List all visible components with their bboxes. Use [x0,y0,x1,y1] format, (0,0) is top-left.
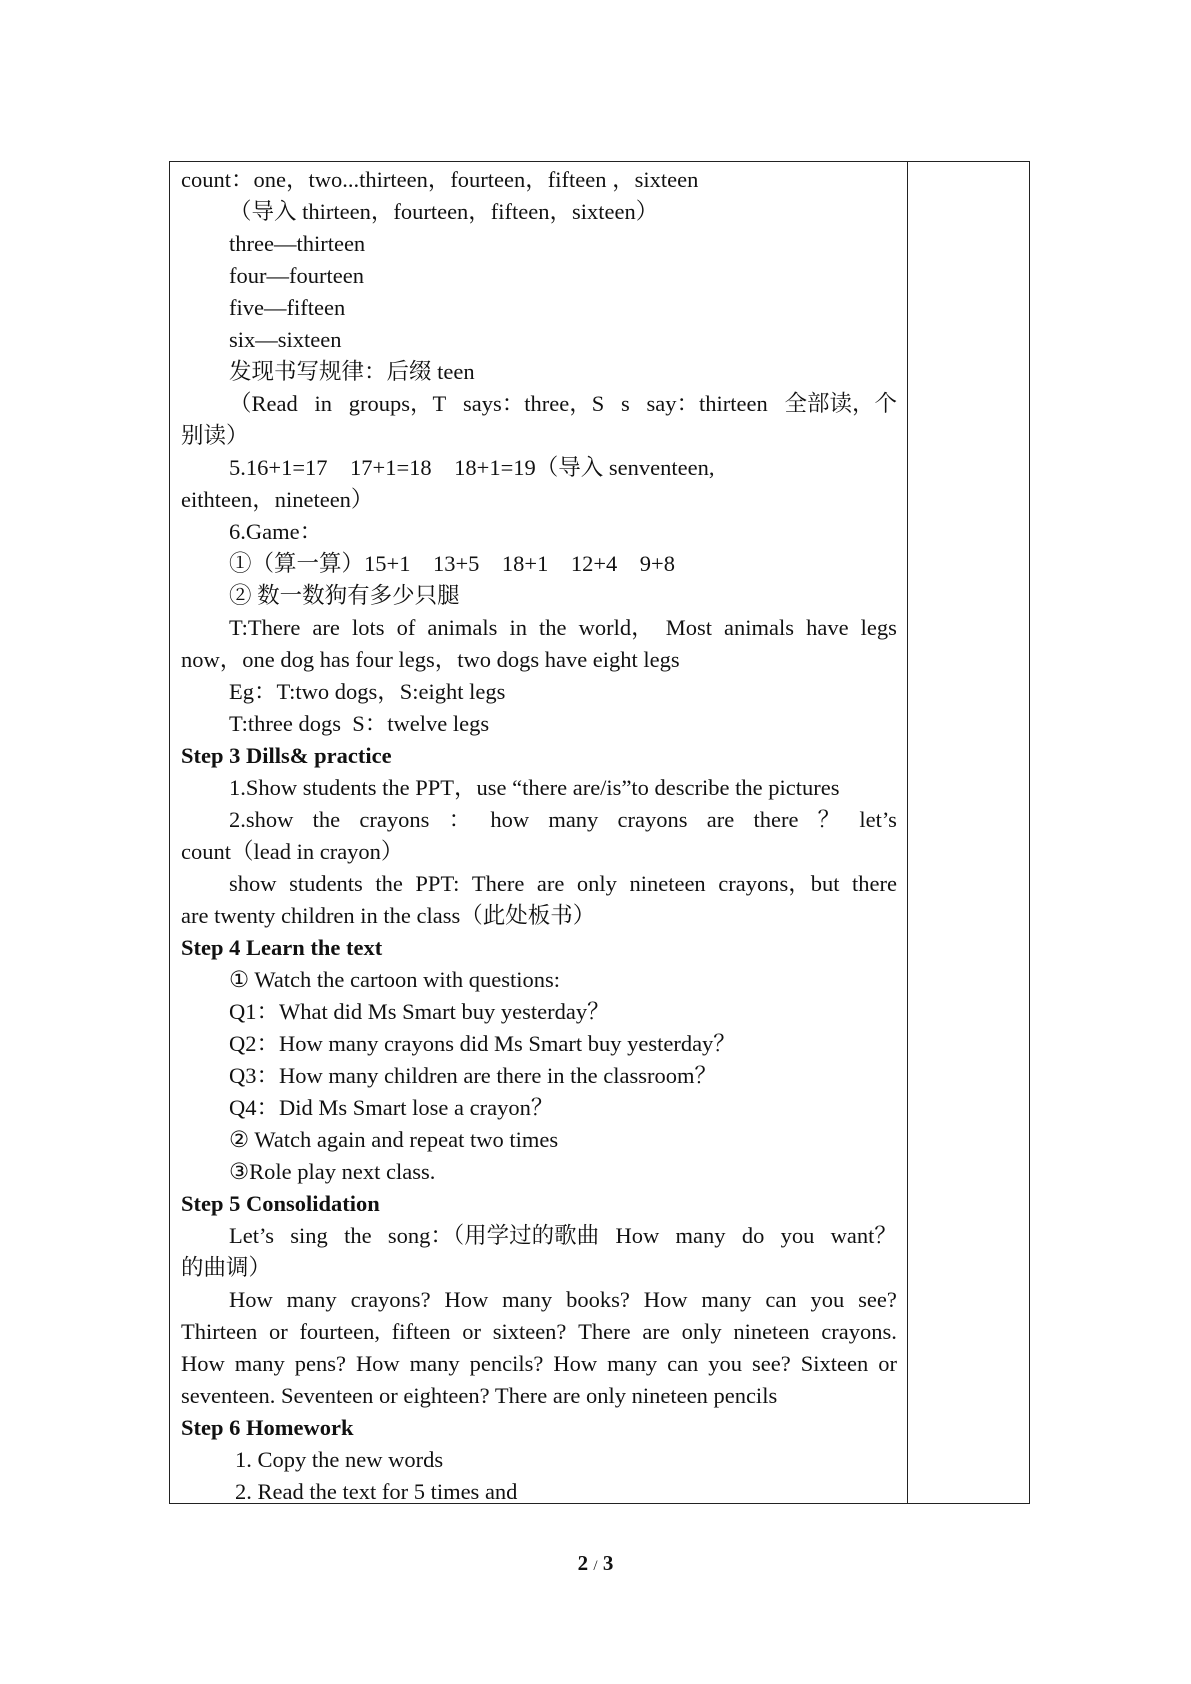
word: many [409,1351,460,1376]
text-line [181,804,897,836]
text-line: （导入 thirteen，fourteen，fifteen，sixteen） [229,199,659,224]
word: the [375,871,403,896]
word: want？ [830,1223,897,1248]
word: have [806,615,849,640]
word: Thirteen [181,1319,258,1344]
word: 2.show [229,807,294,832]
word: groups，T [348,391,447,416]
text-line: 别读） [181,423,249,448]
word: of [396,615,416,640]
word: ？ [817,807,841,832]
word: there [753,807,799,832]
word: many [675,1223,726,1248]
text-line: Q2：How many crayons did Ms Smart buy yesterday？ [229,1031,736,1056]
word: many [286,1287,337,1312]
word: crayons. [821,1319,897,1344]
text-line [181,1348,897,1380]
text-line [181,1284,897,1316]
word: animals [724,615,795,640]
text-line: ② 数一数狗有多少只腿 [229,583,460,608]
text-line: ① Watch the cartoon with questions: [229,967,561,992]
word: fifteen [391,1319,451,1344]
word: How [444,1287,489,1312]
word: How [355,1351,400,1376]
word: only [681,1319,722,1344]
word: see? [752,1351,791,1376]
text-line: are twenty children in the class（此处板书） [181,903,596,928]
text-line: Q1：What did Ms Smart buy yesterday？ [229,999,610,1024]
step-heading: Step 3 Dills& practice [181,743,392,768]
text-line: Eg：T:two dogs，S:eight legs [229,679,506,704]
word: how [490,807,530,832]
word: see? [858,1287,897,1312]
word: many [502,1287,553,1312]
word: animals [427,615,498,640]
text-line: 6.Game： [229,519,323,544]
word: There [471,871,525,896]
word: nineteen [629,871,706,896]
word: ： [448,807,472,832]
word: crayons [359,807,430,832]
word: are [312,615,340,640]
text-line: 1. Copy the new words [235,1447,444,1472]
word: many [607,1351,658,1376]
word: you [780,1223,815,1248]
word: sing [290,1223,328,1248]
text-line: ③Role play next class. [229,1159,436,1184]
word: many [234,1351,285,1376]
text-line: four—fourteen [229,263,364,288]
step-heading: Step 5 Consolidation [181,1191,380,1216]
text-line: three—thirteen [229,231,366,256]
word: you [708,1351,743,1376]
word: How [181,1351,225,1376]
word: pencils? [469,1351,544,1376]
text-line [181,388,897,420]
word: 全部读，个 [784,391,897,416]
word: T:There [229,615,301,640]
text-line: seventeen. Seventeen or eighteen? There are only nineteen pencils [181,1383,778,1408]
page-number [0,1551,1191,1576]
word: How [553,1351,598,1376]
word: pens? [294,1351,346,1376]
text-line: 2. Read the text for 5 times and [235,1479,518,1504]
word: song：（用学过的歌曲 [387,1223,600,1248]
word: show [229,871,277,896]
word: are [536,871,565,896]
word: lots [351,615,385,640]
word: Sixteen [800,1351,869,1376]
lesson-plan-table [169,161,1030,1504]
text-line: count：one，two...thirteen，fourteen，fifteen ，sixteen [181,167,699,192]
word: crayons，but [718,871,840,896]
word: let’s [859,807,897,832]
text-line: six—sixteen [229,327,342,352]
word: crayons? [350,1287,431,1312]
text-line [181,1316,897,1348]
word: legs [860,615,897,640]
word: PPT: [415,871,460,896]
word: Most [665,615,712,640]
word: many [548,807,599,832]
word: or [268,1319,288,1344]
word: do [741,1223,765,1248]
word: （Read [229,391,298,416]
word: students [289,871,363,896]
text-line: 发现书写规律：后缀 teen [229,359,475,384]
text-line: now，one dog has four legs，two dogs have eight legs [181,647,680,672]
word: say：thirteen [646,391,768,416]
word: There [578,1319,631,1344]
current-page: 2 [577,1551,589,1575]
word: in [509,615,527,640]
text-line: 的曲调） [181,1255,272,1280]
word: books? [566,1287,630,1312]
word: fourteen, [299,1319,381,1344]
word: many [701,1287,752,1312]
word: can [667,1351,699,1376]
word: can [765,1287,797,1312]
text-line: Q4：Did Ms Smart lose a crayon？ [229,1095,554,1120]
text-line: 5.16+1=17 17+1=18 18+1=19（导入 senventeen, [229,455,715,480]
word: Let’s [229,1223,274,1248]
word: the [312,807,341,832]
step-heading: Step 4 Learn the text [181,935,383,960]
text-line [181,1220,897,1252]
word: you [810,1287,845,1312]
column-divider [907,162,908,1503]
word: crayons [617,807,688,832]
text-line: ①（算一算）15+1 13+5 18+1 12+4 9+8 [229,551,675,576]
text-line [181,612,897,644]
word: there [852,871,897,896]
word: are [642,1319,670,1344]
text-line: count（lead in crayon） [181,839,404,864]
word: are [706,807,735,832]
total-pages: 3 [602,1551,614,1575]
word: only [576,871,617,896]
word: world， [578,615,654,640]
word: nineteen [733,1319,810,1344]
word: s [620,391,630,416]
text-line [181,868,897,900]
text-line: T:three dogs S：twelve legs [229,711,490,736]
word: sixteen? [492,1319,567,1344]
word: How [643,1287,688,1312]
text-line: five—fifteen [229,295,346,320]
word: or [878,1351,897,1376]
word: the [539,615,567,640]
word: How [229,1287,273,1312]
word: the [344,1223,372,1248]
text-line: 1.Show students the PPT，use “there are/is”to describe the pictures [229,775,840,800]
page-separator: / [593,1558,598,1574]
text-line: eithteen，nineteen） [181,487,374,512]
text-line: Q3：How many children are there in the classroom？ [229,1063,717,1088]
step-heading: Step 6 Homework [181,1415,354,1440]
word: How [615,1223,660,1248]
teaching-procedure-cell [181,164,897,1508]
word: says：three，S [463,391,605,416]
word: or [462,1319,481,1344]
word: in [314,391,332,416]
text-line: ② Watch again and repeat two times [229,1127,559,1152]
